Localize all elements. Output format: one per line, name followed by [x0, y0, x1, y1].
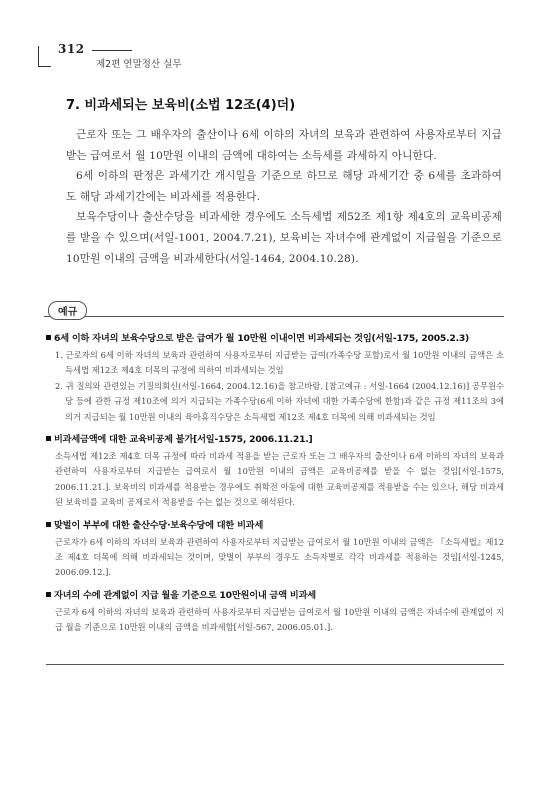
page-number: 312	[58, 42, 85, 56]
example-rule	[44, 316, 504, 317]
case-title-text: 비과세금액에 대한 교육비공제 불가[서일-1575, 2006.11.21.]	[54, 434, 313, 446]
case-text: 근로자 6세 이하의 자녀의 보육과 관련하여 사용자로부터 지급받는 급여로서 월 10만원 이내의 금액은 자녀수에 관계없이 지급 월을 기준으로 10만원 이내의 금액을 비과세함[서일-567, 2006.05.01.].	[55, 606, 504, 633]
square-bullet-icon	[46, 436, 51, 441]
case-item: 2. 귀 질의와 관련있는 기질의회신(서일-1664, 2004.12.16)을 참고바람. [참고예규 : 서일-1664 (2004.12.16)] 공무원수당 등에 관한 규정 제10조에 의거 지급되는 가족수당(6세 이하 자녀에 대한 가족수당에 한함)과 같은 규정 제11조의 3에 의거 지급되는 월 10만원 이내의 육아휴직수당은 소득세법 제12조 제4호 더목에 의해 비과세되는 것임	[55, 380, 504, 422]
case-title	[46, 431, 504, 448]
body-text	[66, 125, 502, 269]
case-item: 1. 근로자의 6세 이하 자녀의 보육과 관련하여 사용자로부터 지급받는 급여(가족수당 포함)로서 월 10만원 이내의 금액은 소득세법 제12조 제4호 더목의 규정에 의하여 비과세되는 것임	[55, 350, 504, 376]
case-title	[46, 517, 504, 534]
square-bullet-icon	[46, 522, 51, 527]
paragraph: 6세 이하의 판정은 과세기간 개시일을 기준으로 하므로 해당 과세기간 중 6세를 초과하여도 해당 과세기간에는 비과세를 적용한다.	[66, 170, 502, 203]
section-title: 7. 비과세되는 보육비(소법 12조(4)더)	[66, 98, 296, 113]
paragraph: 근로자 또는 그 배우자의 출산이나 6세 이하의 자녀의 보육과 관련하여 사용자로부터 지급받는 급여로서 월 10만원 이내의 금액에 대하여는 소득세를 과세하지 아니한다.	[66, 129, 502, 162]
example-cases	[46, 330, 504, 642]
case-block	[46, 431, 504, 511]
case-block	[46, 517, 504, 581]
paragraph: 보육수당이나 출산수당을 비과세한 경우에도 소득세법 제52조 제1항 제4호의 교육비공제를 받을 수 있으며(서일-1001, 2004.7.21), 보육비는 자녀수에 관계없이 지급월을 기준으로 10만원 이내의 금액을 비과세한다(서일-1464, 2004.10.28).	[66, 211, 502, 265]
chapter-title: 제2편 연말정산 실무	[96, 59, 182, 70]
section-end-rule	[46, 664, 504, 665]
case-title-text: 6세 이하 자녀의 보육수당으로 받은 급여가 월 10만원 이내이면 비과세되는 것임(서일-175, 2005.2.3)	[54, 333, 470, 344]
case-title	[46, 330, 504, 347]
case-block	[46, 587, 504, 636]
header-rule	[92, 50, 132, 51]
case-title-text: 자녀의 수에 관계없이 지급 월을 기준으로 10만원이내 금액 비과세	[54, 589, 316, 601]
header-bracket	[38, 46, 51, 67]
case-text: 소득세법 제12조 제4호 더목 규정에 따라 비과세 적용을 받는 근로자 또는 그 배우자의 출산이나 6세 이하의 자녀의 보육과 관련하여 사용자로부터 지급받는 급여로서 월 10만원 이내의 금액은 교육비공제를 받을 수 없는 것임[서일-1575, 2006.11.21.]. 보육비의 비과세를 적용받는 경우에도 취학전 아동에 대한 교육비공제를 적용받을 수는 있으나, 해당 비과세된 보육비를 교육비 공제로서 적용받을 수는 없는 것으로 해석된다.	[55, 451, 504, 508]
example-tag: 예규	[48, 301, 87, 320]
case-text: 근로자가 6세 이하의 자녀의 보육과 관련하여 사용자로부터 지급받는 급여로서 월 10만원 이내의 금액은 『소득세법』제12조 제4호 더목에 의해 비과세되는 것이며, 맞벌이 부부의 경우도 소득자별로 각각 비과세를 적용하는 것임[서일-1245, 2006.09.12.].	[55, 536, 504, 578]
example-header	[44, 300, 504, 320]
square-bullet-icon	[46, 335, 51, 340]
case-title	[46, 587, 504, 604]
case-block	[46, 330, 504, 425]
case-title-text: 맞벌이 부부에 대한 출산수당·보육수당에 대한 비과세	[54, 519, 264, 531]
page-header	[38, 42, 228, 68]
square-bullet-icon	[46, 592, 51, 597]
